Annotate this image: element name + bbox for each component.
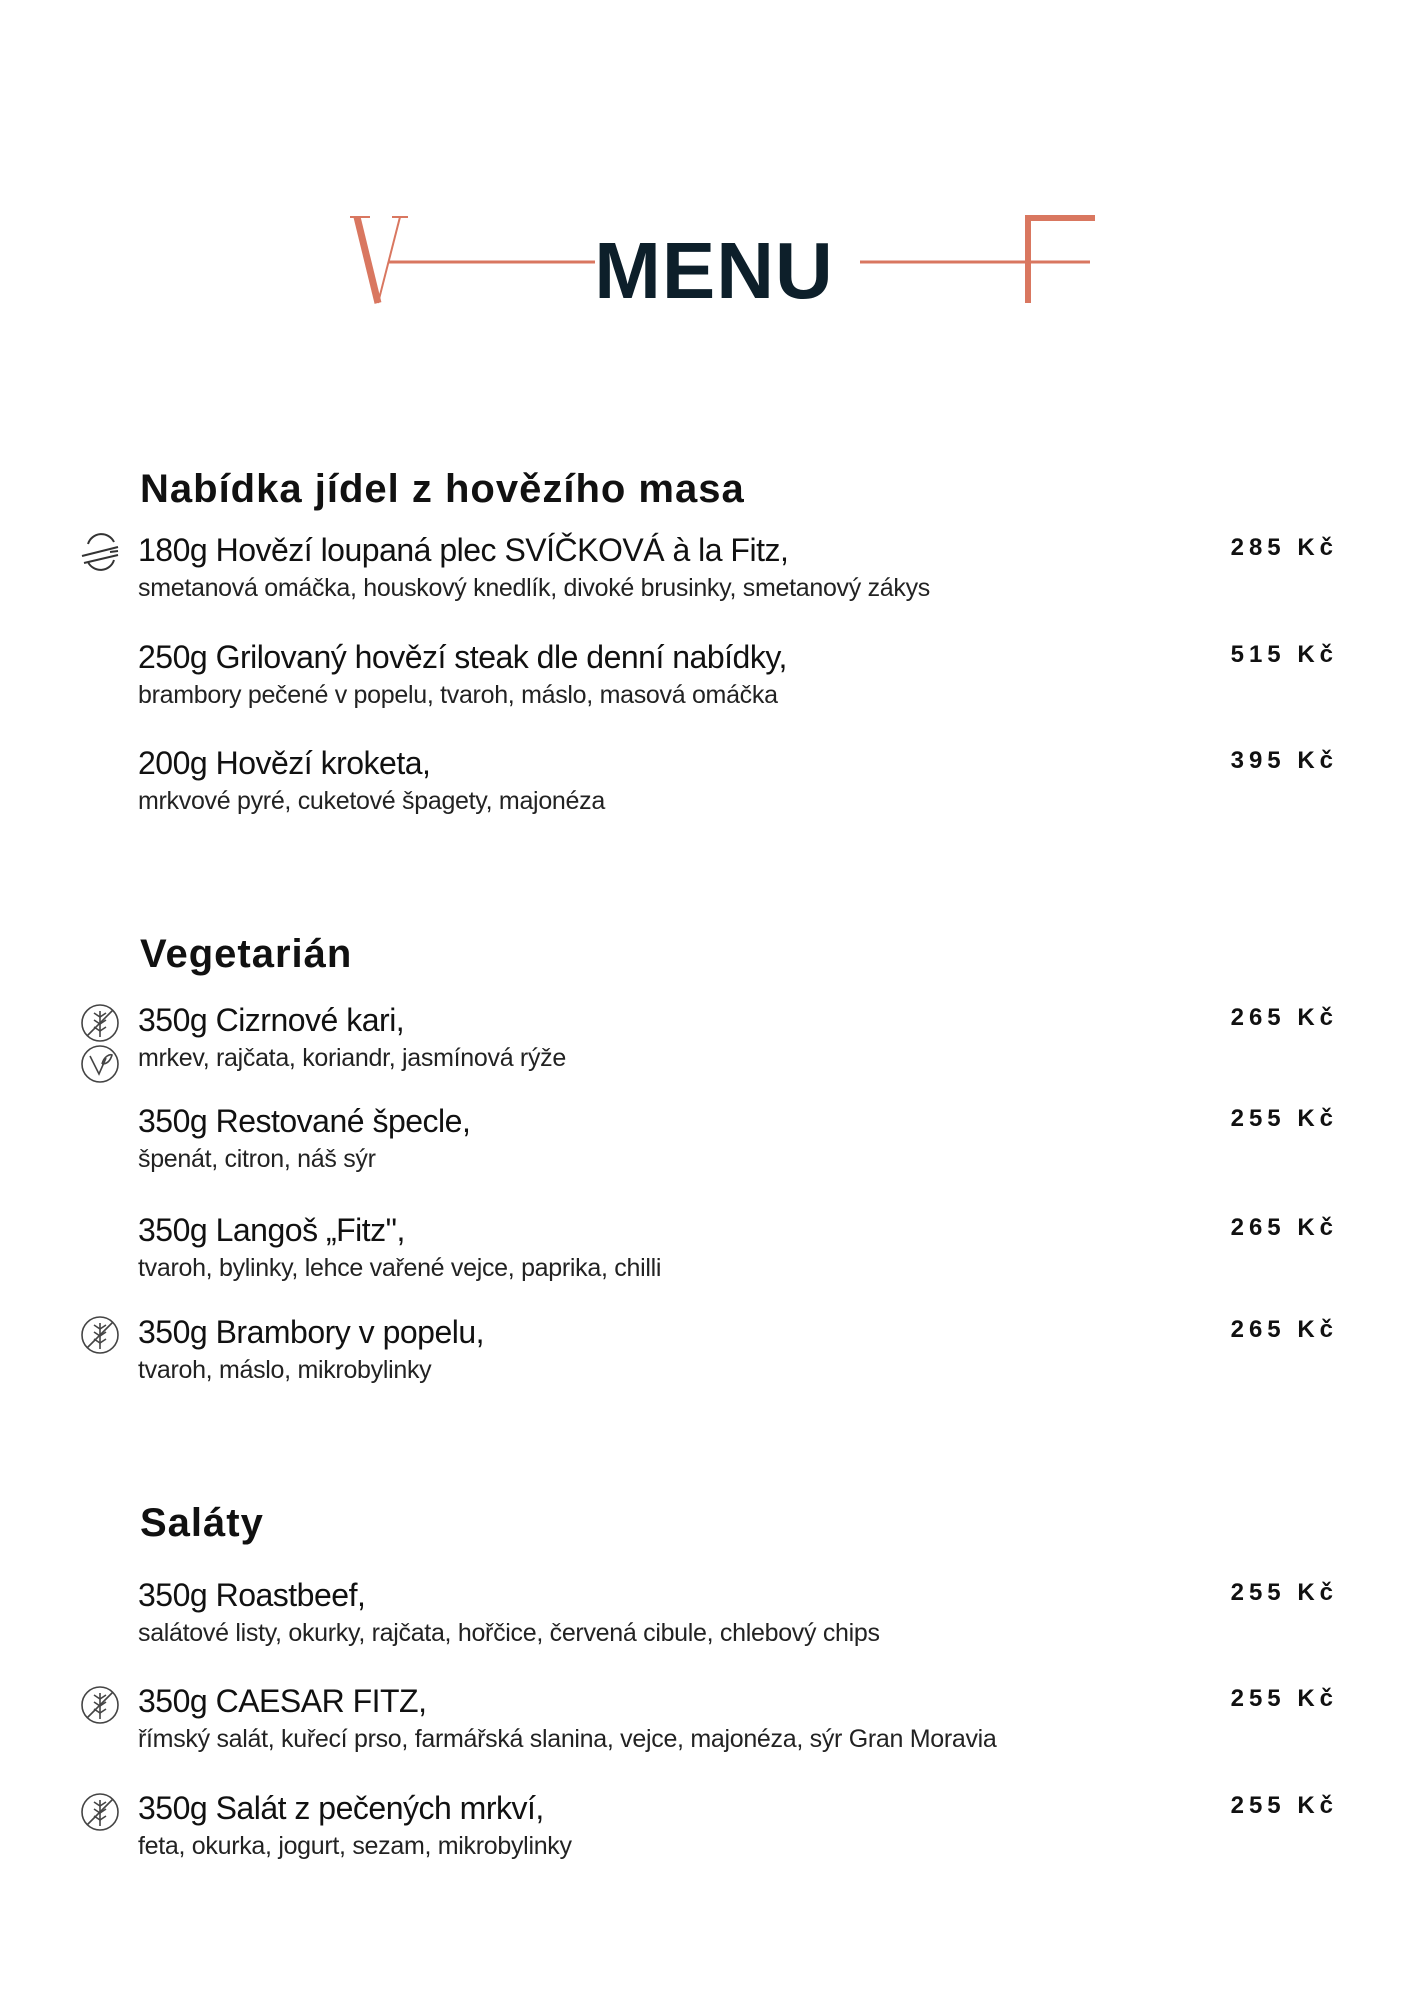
- item-description: brambory pečené v popelu, tvaroh, máslo, masová omáčka: [138, 681, 778, 709]
- item-description: salátové listy, okurky, rajčata, hořčice, červená cibule, chlebový chips: [138, 1619, 880, 1647]
- item-title: 350g CAESAR FITZ,: [138, 1683, 427, 1719]
- menu-item: [138, 1210, 1338, 1284]
- item-price: 265 Kč: [1230, 1316, 1338, 1343]
- item-price: 265 Kč: [1230, 1004, 1338, 1031]
- item-description: mrkvové pyré, cuketové špagety, majonéza: [138, 787, 605, 815]
- section-heading: Vegetarián: [140, 932, 353, 976]
- item-description: tvaroh, bylinky, lehce vařené vejce, paprika, chilli: [138, 1254, 662, 1282]
- menu-item: [138, 743, 1338, 817]
- menu-item: [138, 1101, 1338, 1175]
- item-title: 350g Roastbeef,: [138, 1577, 366, 1613]
- menu-item: [138, 1312, 1338, 1386]
- menu-item: [138, 530, 1338, 604]
- section-heading: Saláty: [140, 1501, 264, 1545]
- item-price: 515 Kč: [1230, 641, 1338, 668]
- item-price: 255 Kč: [1230, 1685, 1338, 1712]
- item-price: 395 Kč: [1230, 747, 1338, 774]
- item-title: 350g Salát z pečených mrkví,: [138, 1790, 544, 1826]
- item-price: 265 Kč: [1230, 1214, 1338, 1241]
- item-title: 200g Hovězí kroketa,: [138, 745, 431, 781]
- section-heading: Nabídka jídel z hovězího masa: [140, 467, 745, 511]
- item-description: tvaroh, máslo, mikrobylinky: [138, 1356, 432, 1384]
- item-title: 350g Cizrnové kari,: [138, 1002, 405, 1038]
- gluten-free-icon: [80, 1315, 120, 1355]
- gluten-free-icon: [80, 1792, 120, 1832]
- gluten-free-icon: [80, 1003, 120, 1043]
- item-title: 350g Restované špecle,: [138, 1103, 471, 1139]
- item-description: římský salát, kuřecí prso, farmářská slanina, vejce, majonéza, sýr Gran Moravia: [138, 1725, 997, 1753]
- menu-item: [138, 1000, 1338, 1074]
- item-description: mrkev, rajčata, koriandr, jasmínová rýže: [138, 1044, 566, 1072]
- item-title: 350g Langoš „Fitz",: [138, 1212, 405, 1248]
- menu-item: [138, 637, 1338, 711]
- gluten-free-icon: [80, 1685, 120, 1725]
- item-title: 350g Brambory v popelu,: [138, 1314, 485, 1350]
- item-price: 285 Kč: [1230, 534, 1338, 561]
- item-description: smetanová omáčka, houskový knedlík, divoké brusinky, smetanový zákys: [138, 574, 931, 602]
- menu-item: [138, 1681, 1338, 1755]
- item-title: 250g Grilovaný hovězí steak dle denní nabídky,: [138, 639, 787, 675]
- item-price: 255 Kč: [1230, 1579, 1338, 1606]
- item-description: feta, okurka, jogurt, sezam, mikrobylinky: [138, 1832, 572, 1860]
- menu-item: [138, 1788, 1338, 1862]
- item-title: 180g Hovězí loupaná plec SVÍČKOVÁ à la Fitz,: [138, 532, 789, 568]
- item-description: špenát, citron, náš sýr: [138, 1145, 376, 1173]
- menu-item: [138, 1575, 1338, 1649]
- plate-cutlery-icon: [80, 532, 120, 572]
- item-price: 255 Kč: [1230, 1105, 1338, 1132]
- vegan-icon: [80, 1044, 120, 1084]
- item-price: 255 Kč: [1230, 1792, 1338, 1819]
- page-title: MENU: [594, 226, 834, 315]
